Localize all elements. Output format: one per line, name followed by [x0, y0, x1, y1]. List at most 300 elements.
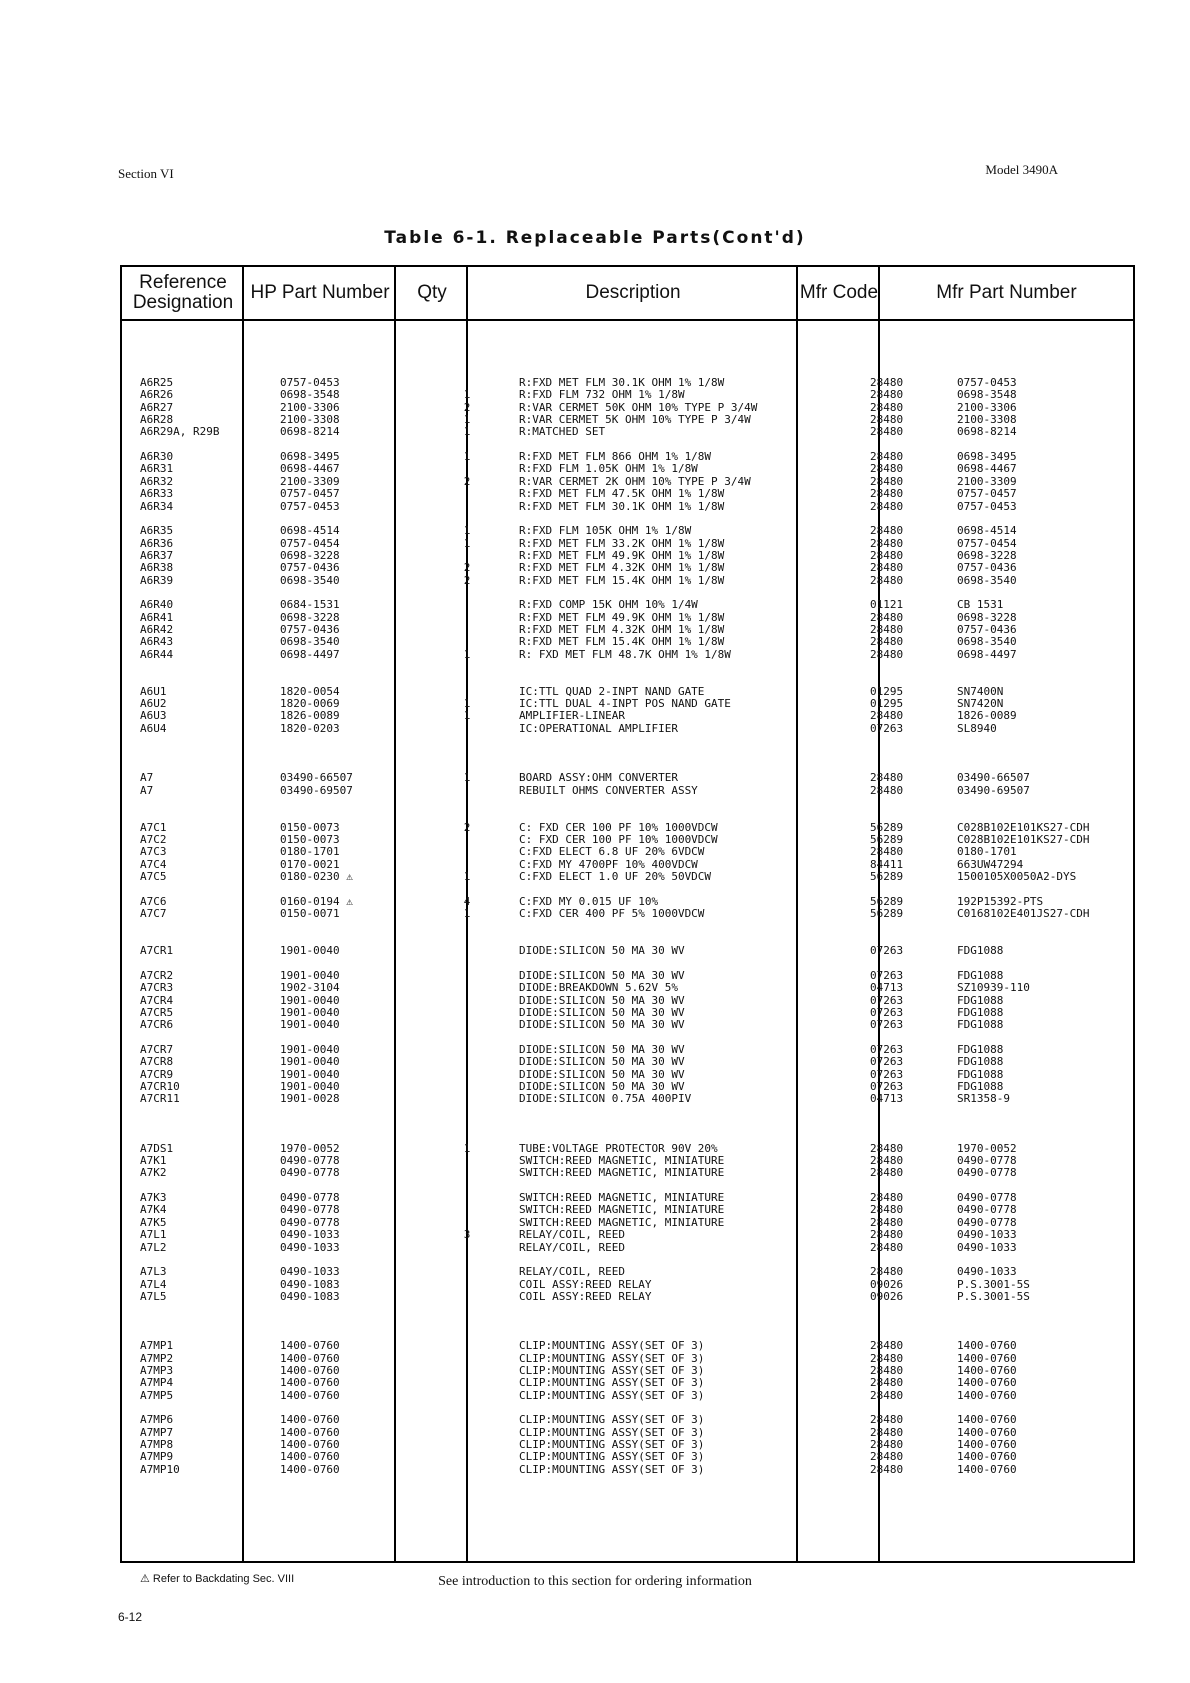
- ref-designation: A7CR5: [140, 1005, 174, 1019]
- mfr-code: 28480: [870, 1462, 904, 1476]
- ref-designation: A7: [140, 783, 154, 797]
- hp-part-number: 1400-0760: [280, 1351, 340, 1365]
- description: DIODE:SILICON 50 MA 30 WV: [519, 1042, 685, 1056]
- mfr-code: 04713: [870, 981, 904, 995]
- table-row: [122, 648, 1133, 661]
- ref-designation: A6R44: [140, 647, 174, 661]
- mfr-code: 28480: [870, 771, 904, 785]
- hp-part-number: 0170-0021: [280, 857, 340, 871]
- table-row: [122, 549, 1133, 562]
- ref-designation: A7K3: [140, 1191, 167, 1205]
- table-row: [122, 1203, 1133, 1216]
- mfr-part-number: 0490-0778: [957, 1154, 1017, 1168]
- mfr-part-number: P.S.3001-5S: [957, 1277, 1030, 1291]
- description: R:FXD MET FLM 4.32K OHM 1% 1/8W: [519, 561, 725, 575]
- mfr-part-number: 0698-3540: [957, 635, 1017, 649]
- ref-designation: A7CR1: [140, 944, 174, 958]
- mfr-part-number: 0698-3495: [957, 450, 1017, 464]
- hp-part-number: 0490-0778: [280, 1166, 340, 1180]
- mfr-part-number: CB 1531: [957, 598, 1004, 612]
- hp-part-number: 1901-0040: [280, 993, 340, 1007]
- mfr-code: 07263: [870, 1055, 904, 1069]
- description: DIODE:SILICON 0.75A 400PIV: [519, 1092, 692, 1106]
- ref-designation: A6U2: [140, 697, 167, 711]
- table-row: [122, 401, 1133, 414]
- mfr-code: 09026: [870, 1277, 904, 1291]
- hp-part-number: 0490-0778: [280, 1154, 340, 1168]
- table-row: [122, 1228, 1133, 1241]
- description: R:MATCHED SET: [519, 425, 606, 439]
- mfr-code: 07263: [870, 1079, 904, 1093]
- hp-part-number: 1970-0052: [280, 1141, 340, 1155]
- description: CLIP:MOUNTING ASSY(SET OF 3): [519, 1376, 705, 1390]
- table-row: [122, 1006, 1133, 1019]
- qty: 1: [463, 388, 471, 402]
- ref-designation: A7MP10: [140, 1462, 180, 1476]
- ref-designation: A7MP5: [140, 1388, 174, 1402]
- mfr-part-number: 1400-0760: [957, 1339, 1017, 1353]
- hp-part-number: 2100-3309: [280, 474, 340, 488]
- table-row: [122, 1154, 1133, 1167]
- table-row: [122, 611, 1133, 624]
- hp-part-number: 1826-0089: [280, 709, 340, 723]
- mfr-part-number: 0698-8214: [957, 425, 1017, 439]
- ref-designation: A7MP2: [140, 1351, 174, 1365]
- ref-designation: A7C4: [140, 857, 167, 871]
- mfr-part-number: 1500105X0050A2-DYS: [957, 870, 1077, 883]
- mfr-part-number: 0757-0454: [957, 536, 1017, 550]
- description: R:FXD MET FLM 866 OHM 1% 1/8W: [519, 450, 712, 464]
- table-row: [122, 1055, 1133, 1068]
- mfr-code: 28480: [870, 376, 904, 389]
- mfr-code: 28480: [870, 1425, 904, 1439]
- table-row: [122, 870, 1133, 883]
- ref-designation: A7CR6: [140, 1018, 174, 1032]
- mfr-part-number: 0490-1033: [957, 1240, 1017, 1254]
- hp-part-number: 0698-3540: [280, 573, 340, 587]
- ref-designation: A7MP9: [140, 1450, 174, 1464]
- ref-designation: A6R28: [140, 413, 174, 427]
- table-row: [122, 475, 1133, 488]
- table-row: [122, 561, 1133, 574]
- mfr-part-number: 1400-0760: [957, 1450, 1017, 1464]
- description: R:VAR CERMET 2K OHM 10% TYPE P 3/4W: [519, 474, 751, 488]
- hp-part-number: 0490-1083: [280, 1277, 340, 1291]
- hp-part-number: 1901-0040: [280, 1079, 340, 1093]
- ref-designation: A7DS1: [140, 1141, 174, 1155]
- description: CLIP:MOUNTING ASSY(SET OF 3): [519, 1364, 705, 1377]
- mfr-part-number: 0698-4467: [957, 462, 1017, 476]
- hp-part-number: 0698-3495: [280, 450, 340, 464]
- ref-designation: A6R26: [140, 388, 174, 402]
- mfr-code: 28480: [870, 709, 904, 723]
- hp-part-number: 0757-0436: [280, 623, 340, 636]
- ordering-note: See introduction to this section for ordering information: [438, 1574, 752, 1589]
- description: R:FXD MET FLM 49.9K OHM 1% 1/8W: [519, 548, 725, 562]
- model-label: Model 3490A: [985, 162, 1058, 177]
- ref-designation: A7C7: [140, 907, 167, 921]
- mfr-part-number: 0698-4497: [957, 647, 1017, 661]
- hp-part-number: 0490-1033: [280, 1265, 340, 1279]
- mfr-part-number: SR1358-9: [957, 1092, 1010, 1106]
- description: RELAY/COIL, REED: [519, 1228, 625, 1242]
- table-row: [122, 784, 1133, 797]
- mfr-code: 09026: [870, 1289, 904, 1303]
- description: C: FXD CER 100 PF 10% 1000VDCW: [519, 832, 718, 846]
- description: SWITCH:REED MAGNETIC, MINIATURE: [519, 1154, 725, 1168]
- mfr-code: 28480: [870, 1364, 904, 1377]
- table-row: [122, 487, 1133, 500]
- description: DIODE:SILICON 50 MA 30 WV: [519, 1055, 685, 1069]
- col-header-mfr-code: Mfr Code: [798, 267, 880, 321]
- ref-designation: A6R36: [140, 536, 174, 550]
- description: R:FXD COMP 15K OHM 10% 1/4W: [519, 598, 698, 612]
- mfr-part-number: FDG1088: [957, 1055, 1004, 1069]
- qty: 2: [463, 573, 471, 587]
- mfr-part-number: 0490-1033: [957, 1228, 1017, 1242]
- mfr-code: 28480: [870, 462, 904, 476]
- hp-part-number: 1400-0760: [280, 1462, 340, 1476]
- table-row: [122, 1142, 1133, 1155]
- hp-part-number: 0150-0071: [280, 907, 340, 921]
- table-row: [122, 1290, 1133, 1303]
- hp-part-number: 0698-8214: [280, 425, 340, 439]
- hp-part-number: 0150-0073: [280, 832, 340, 846]
- ref-designation: A7CR2: [140, 968, 174, 982]
- mfr-part-number: 0698-4514: [957, 524, 1017, 538]
- description: SWITCH:REED MAGNETIC, MINIATURE: [519, 1191, 725, 1205]
- mfr-part-number: FDG1088: [957, 1005, 1004, 1019]
- mfr-code: 28480: [870, 1351, 904, 1365]
- col-header-qty: Qty: [396, 267, 468, 321]
- mfr-part-number: FDG1088: [957, 1042, 1004, 1056]
- ref-designation: A7K5: [140, 1215, 167, 1229]
- table-row: [122, 1216, 1133, 1229]
- hp-part-number: 0490-0778: [280, 1191, 340, 1205]
- hp-part-number: 0757-0436: [280, 561, 340, 575]
- mfr-code: 28480: [870, 1215, 904, 1229]
- mfr-code: 28480: [870, 647, 904, 661]
- mfr-part-number: 0490-0778: [957, 1191, 1017, 1205]
- hp-part-number: 03490-69507: [280, 783, 353, 797]
- ref-designation: A6R42: [140, 623, 174, 636]
- mfr-code: 28480: [870, 561, 904, 575]
- table-row: [122, 388, 1133, 401]
- qty: 2: [463, 820, 471, 834]
- mfr-part-number: SN7400N: [957, 684, 1004, 698]
- mfr-code: 28480: [870, 1191, 904, 1205]
- mfr-code: 28480: [870, 499, 904, 513]
- hp-part-number: 1901-0040: [280, 1067, 340, 1081]
- ref-designation: A6R41: [140, 610, 174, 624]
- mfr-code: 28480: [870, 573, 904, 587]
- table-row: [122, 1043, 1133, 1056]
- description: CLIP:MOUNTING ASSY(SET OF 3): [519, 1450, 705, 1464]
- hp-part-number: 0698-3548: [280, 388, 340, 402]
- table-row: [122, 994, 1133, 1007]
- mfr-code: 07263: [870, 944, 904, 958]
- ref-designation: A6U3: [140, 709, 167, 723]
- qty: 2: [463, 400, 471, 414]
- mfr-code: 28480: [870, 524, 904, 538]
- description: REBUILT OHMS CONVERTER ASSY: [519, 783, 698, 797]
- description: DIODE:SILICON 50 MA 30 WV: [519, 944, 685, 958]
- description: DIODE:SILICON 50 MA 30 WV: [519, 1079, 685, 1093]
- ref-designation: A7L3: [140, 1265, 167, 1279]
- mfr-code: 28480: [870, 388, 904, 402]
- ref-designation: A6R40: [140, 598, 174, 612]
- mfr-part-number: 0757-0457: [957, 487, 1017, 501]
- hp-part-number: 0698-3228: [280, 610, 340, 624]
- col-header-mfr-part: Mfr Part Number: [880, 267, 1133, 321]
- mfr-code: 07263: [870, 968, 904, 982]
- description: R:VAR CERMET 5K OHM 10% TYPE P 3/4W: [519, 413, 751, 427]
- table-row: [122, 1389, 1133, 1402]
- hp-part-number: 1400-0760: [280, 1438, 340, 1452]
- mfr-code: 28480: [870, 548, 904, 562]
- ref-designation: A7CR11: [140, 1092, 180, 1106]
- description: R: FXD MET FLM 48.7K OHM 1% 1/8W: [519, 647, 731, 661]
- backdating-note: ⚠ Refer to Backdating Sec. VIII: [140, 1573, 295, 1585]
- mfr-part-number: 1826-0089: [957, 709, 1017, 723]
- mfr-code: 28480: [870, 1203, 904, 1217]
- hp-part-number: 1400-0760: [280, 1425, 340, 1439]
- description: RELAY/COIL, REED: [519, 1240, 625, 1254]
- col-header-desc: Description: [468, 267, 798, 321]
- ref-designation: A7CR3: [140, 981, 174, 995]
- ref-designation: A7MP6: [140, 1413, 174, 1427]
- hp-part-number: 1902-3104: [280, 981, 340, 995]
- hp-part-number: 0490-1033: [280, 1240, 340, 1254]
- mfr-part-number: 03490-69507: [957, 783, 1030, 797]
- ref-designation: A6R30: [140, 450, 174, 464]
- description: R:FXD FLM 732 OHM 1% 1/8W: [519, 388, 685, 402]
- mfr-part-number: 0698-3540: [957, 573, 1017, 587]
- mfr-part-number: 2100-3306: [957, 400, 1017, 414]
- hp-part-number: 1400-0760: [280, 1339, 340, 1353]
- table-row: [122, 524, 1133, 537]
- mfr-code: 28480: [870, 1166, 904, 1180]
- mfr-code: 56289: [870, 894, 904, 908]
- hp-part-number: 0698-4467: [280, 462, 340, 476]
- ref-designation: A7K1: [140, 1154, 167, 1168]
- description: IC:TTL DUAL 4-INPT POS NAND GATE: [519, 697, 731, 711]
- mfr-part-number: 2100-3309: [957, 474, 1017, 488]
- hp-part-number: 1400-0760: [280, 1376, 340, 1390]
- table-row: [122, 537, 1133, 550]
- col-header-ref: Reference Designation: [122, 267, 244, 321]
- hp-part-number: 0490-0778: [280, 1203, 340, 1217]
- description: R:FXD MET FLM 33.2K OHM 1% 1/8W: [519, 536, 725, 550]
- table-row: [122, 1339, 1133, 1352]
- ref-designation: A7L1: [140, 1228, 167, 1242]
- mfr-part-number: 1970-0052: [957, 1141, 1017, 1155]
- description: C:FXD ELECT 6.8 UF 20% 6VDCW: [519, 845, 705, 859]
- ref-designation: A7MP1: [140, 1339, 174, 1353]
- table-row: [122, 425, 1133, 438]
- table-row: [122, 500, 1133, 513]
- description: SWITCH:REED MAGNETIC, MINIATURE: [519, 1166, 725, 1180]
- hp-part-number: 1400-0760: [280, 1364, 340, 1377]
- table-row: [122, 1426, 1133, 1439]
- ref-designation: A6R37: [140, 548, 174, 562]
- description: DIODE:BREAKDOWN 5.62V 5%: [519, 981, 678, 995]
- table-row: [122, 623, 1133, 636]
- description: IC:TTL QUAD 2-INPT NAND GATE: [519, 684, 705, 698]
- mfr-part-number: 1400-0760: [957, 1364, 1017, 1377]
- qty: 2: [463, 474, 471, 488]
- mfr-part-number: SL8940: [957, 721, 997, 735]
- ref-designation: A7K4: [140, 1203, 167, 1217]
- mfr-part-number: 0490-0778: [957, 1166, 1017, 1180]
- hp-part-number: 1901-0028: [280, 1092, 340, 1106]
- hp-part-number: 0490-1083: [280, 1289, 340, 1303]
- description: DIODE:SILICON 50 MA 30 WV: [519, 1018, 685, 1032]
- description: R:FXD MET FLM 30.1K OHM 1% 1/8W: [519, 376, 725, 389]
- description: C:FXD MY 4700PF 10% 400VDCW: [519, 857, 698, 871]
- mfr-code: 28480: [870, 536, 904, 550]
- table-row: [122, 771, 1133, 784]
- section-label: Section VI: [118, 166, 174, 181]
- hp-part-number: 1820-0054: [280, 684, 340, 698]
- description: COIL ASSY:REED RELAY: [519, 1289, 652, 1303]
- table-row: [122, 697, 1133, 710]
- description: CLIP:MOUNTING ASSY(SET OF 3): [519, 1462, 705, 1476]
- mfr-part-number: 0757-0453: [957, 499, 1017, 513]
- hp-part-number: 1901-0040: [280, 944, 340, 958]
- ref-designation: A7L4: [140, 1277, 167, 1291]
- hp-part-number: 1901-0040: [280, 968, 340, 982]
- mfr-part-number: 1400-0760: [957, 1413, 1017, 1427]
- qty: 4: [463, 894, 471, 908]
- description: RELAY/COIL, REED: [519, 1265, 625, 1279]
- description: COIL ASSY:REED RELAY: [519, 1277, 652, 1291]
- page-number: 6-12: [118, 1610, 143, 1624]
- mfr-part-number: 0698-3548: [957, 388, 1017, 402]
- mfr-part-number: FDG1088: [957, 944, 1004, 958]
- ref-designation: A6R27: [140, 400, 174, 414]
- mfr-part-number: 1400-0760: [957, 1376, 1017, 1390]
- hp-part-number: 0757-0453: [280, 499, 340, 513]
- qty: 1: [463, 709, 471, 723]
- ref-designation: A7C2: [140, 832, 167, 846]
- table-row: [122, 450, 1133, 463]
- mfr-code: 84411: [870, 857, 904, 871]
- mfr-code: 28480: [870, 413, 904, 427]
- ref-designation: A6R38: [140, 561, 174, 575]
- table-row: [122, 376, 1133, 389]
- mfr-code: 28480: [870, 425, 904, 439]
- qty: 1: [463, 697, 471, 711]
- ref-designation: A6R33: [140, 487, 174, 501]
- description: CLIP:MOUNTING ASSY(SET OF 3): [519, 1438, 705, 1452]
- hp-part-number: 0698-3228: [280, 548, 340, 562]
- mfr-code: 01295: [870, 684, 904, 698]
- table-row: [122, 462, 1133, 475]
- hp-part-number: 0757-0453: [280, 376, 340, 389]
- qty: 1: [463, 425, 471, 439]
- description: C:FXD ELECT 1.0 UF 20% 50VDCW: [519, 870, 712, 883]
- table-row: [122, 1166, 1133, 1179]
- description: R:FXD MET FLM 49.9K OHM 1% 1/8W: [519, 610, 725, 624]
- qty: 1: [463, 450, 471, 464]
- table-row: [122, 709, 1133, 722]
- ref-designation: A7K2: [140, 1166, 167, 1180]
- mfr-code: 07263: [870, 1005, 904, 1019]
- qty: 1: [463, 1141, 471, 1155]
- mfr-code: 28480: [870, 1141, 904, 1155]
- qty: 3: [463, 1228, 471, 1242]
- mfr-code: 07263: [870, 1042, 904, 1056]
- mfr-part-number: C0168102E401JS27-CDH: [957, 907, 1090, 921]
- ref-designation: A7C3: [140, 845, 167, 859]
- table-row: [122, 821, 1133, 834]
- ref-designation: A7MP4: [140, 1376, 174, 1390]
- mfr-part-number: 0698-3228: [957, 610, 1017, 624]
- mfr-code: 28480: [870, 1376, 904, 1390]
- mfr-part-number: 1400-0760: [957, 1438, 1017, 1452]
- mfr-code: 56289: [870, 907, 904, 921]
- ref-designation: A7L5: [140, 1289, 167, 1303]
- qty: 1: [463, 907, 471, 921]
- description: CLIP:MOUNTING ASSY(SET OF 3): [519, 1339, 705, 1353]
- mfr-part-number: C028B102E101KS27-CDH: [957, 832, 1090, 846]
- hp-part-number: 2100-3306: [280, 400, 340, 414]
- hp-part-number: 1901-0040: [280, 1005, 340, 1019]
- mfr-part-number: 0757-0453: [957, 376, 1017, 389]
- ref-designation: A7MP7: [140, 1425, 174, 1439]
- hp-part-number: 0490-1033: [280, 1228, 340, 1242]
- ref-designation: A6R32: [140, 474, 174, 488]
- ref-designation: A6R34: [140, 499, 174, 513]
- hp-part-number: 0757-0454: [280, 536, 340, 550]
- description: SWITCH:REED MAGNETIC, MINIATURE: [519, 1203, 725, 1217]
- mfr-code: 28480: [870, 845, 904, 859]
- mfr-code: 28480: [870, 1438, 904, 1452]
- mfr-part-number: FDG1088: [957, 1018, 1004, 1032]
- qty: 1: [463, 771, 471, 785]
- mfr-part-number: FDG1088: [957, 993, 1004, 1007]
- mfr-part-number: 0490-0778: [957, 1203, 1017, 1217]
- mfr-code: 28480: [870, 1265, 904, 1279]
- mfr-part-number: 2100-3308: [957, 413, 1017, 427]
- hp-part-number: 0698-4497: [280, 647, 340, 661]
- description: CLIP:MOUNTING ASSY(SET OF 3): [519, 1351, 705, 1365]
- table-row: [122, 1241, 1133, 1254]
- mfr-code: 56289: [870, 832, 904, 846]
- table-row: [122, 722, 1133, 735]
- mfr-code: 28480: [870, 623, 904, 636]
- table-row: [122, 635, 1133, 648]
- ref-designation: A6R31: [140, 462, 174, 476]
- table-row: [122, 685, 1133, 698]
- hp-part-number: 0160-0194 ⚠: [280, 894, 353, 908]
- qty: 1: [463, 524, 471, 538]
- qty: 1: [463, 647, 471, 661]
- hp-part-number: 0180-1701: [280, 845, 340, 859]
- hp-part-number: 0757-0457: [280, 487, 340, 501]
- table-row: [122, 574, 1133, 587]
- mfr-code: 56289: [870, 870, 904, 883]
- mfr-part-number: 1400-0760: [957, 1388, 1017, 1402]
- ref-designation: A7: [140, 771, 154, 785]
- table-row: [122, 1068, 1133, 1081]
- hp-part-number: 1901-0040: [280, 1042, 340, 1056]
- table-row: [122, 907, 1133, 920]
- mfr-part-number: 03490-66507: [957, 771, 1030, 785]
- mfr-code: 07263: [870, 1018, 904, 1032]
- ref-designation: A6R39: [140, 573, 174, 587]
